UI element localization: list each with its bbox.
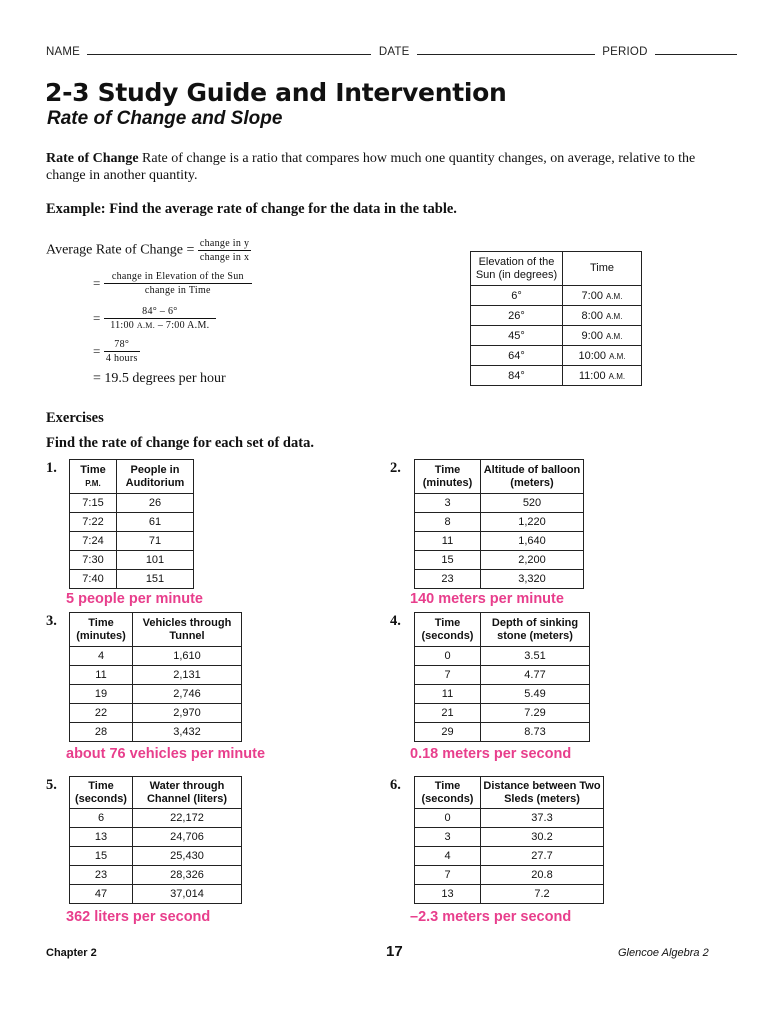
header-line (46, 46, 726, 58)
table-cell: 2,746 (133, 685, 242, 704)
table-row (70, 647, 242, 666)
table-row (70, 704, 242, 723)
table-cell: 71 (117, 532, 194, 551)
table-cell: 10:00 A.M. (563, 346, 642, 366)
table-row (471, 366, 642, 386)
table-row (415, 513, 584, 532)
exercise-answer: –2.3 meters per second (410, 909, 572, 925)
table-cell: 520 (481, 494, 584, 513)
table-cell: 3 (415, 494, 481, 513)
table-row (471, 286, 642, 306)
table-header: Vehicles through Tunnel (133, 613, 242, 647)
fraction-numerator: 84° – 6° (104, 306, 216, 319)
table-cell: 0 (415, 647, 481, 666)
table-cell: 7 (415, 866, 481, 885)
fraction-elevation-time (104, 271, 252, 296)
table-row (70, 866, 242, 885)
example-heading: Example: Find the average rate of change for the data in the table. (46, 201, 457, 217)
table-cell: 4 (415, 847, 481, 866)
work-line-2: = $\frac{\text{change in Elevation of the Sun}}{\text{change in Time}}$ (93, 271, 252, 296)
table-row (70, 666, 242, 685)
exercise-number: 6. (390, 777, 401, 793)
page-title: 2-3 Study Guide and Intervention (45, 78, 507, 107)
table-cell: 30.2 (481, 828, 604, 847)
exercise-number: 2. (390, 460, 401, 476)
exercise-number: 5. (46, 777, 57, 793)
period-label: PERIOD (602, 46, 648, 58)
table-cell: 7:00 A.M. (563, 286, 642, 306)
table-row (415, 647, 590, 666)
table-row (70, 828, 242, 847)
work-line-4: = $\frac{78^\circ}{\text{4 hours}}$ (93, 339, 138, 364)
date-blank[interactable] (417, 54, 595, 55)
table-cell: 28,326 (133, 866, 242, 885)
table-row (415, 885, 604, 904)
table-cell: 3,432 (133, 723, 242, 742)
exercise-table (414, 612, 590, 742)
table-header: Distance between Two Sleds (meters) (481, 777, 604, 809)
table-cell: 5.49 (481, 685, 590, 704)
table-cell: 15 (415, 551, 481, 570)
table-cell: 101 (117, 551, 194, 570)
exercise-table (69, 612, 242, 742)
table-cell: 7.2 (481, 885, 604, 904)
table-cell: 6 (70, 809, 133, 828)
table-cell: 1,220 (481, 513, 584, 532)
table-row (471, 326, 642, 346)
period-blank[interactable] (655, 54, 737, 55)
table-cell: 15 (70, 847, 133, 866)
table-cell: 3 (415, 828, 481, 847)
table-cell: 7:15 (70, 494, 117, 513)
table-cell: 4.77 (481, 666, 590, 685)
table-cell: 20.8 (481, 866, 604, 885)
table-cell: 47 (70, 885, 133, 904)
exercises-heading: Exercises (46, 410, 104, 426)
exercise-number: 4. (390, 613, 401, 629)
date-label: DATE (378, 46, 410, 58)
table-row (415, 723, 590, 742)
fraction-denominator: change in Time (144, 285, 211, 296)
exercise-answer: 362 liters per second (66, 909, 211, 925)
table-row (70, 570, 194, 589)
table-row (415, 570, 584, 589)
table-row (415, 532, 584, 551)
page-subtitle: Rate of Change and Slope (47, 108, 283, 129)
table-header: Time (minutes) (70, 613, 133, 647)
table-cell: 27.7 (481, 847, 604, 866)
table-cell: 13 (70, 828, 133, 847)
table-header: Time (seconds) (70, 777, 133, 809)
table-cell: 11 (415, 685, 481, 704)
table-header: Time (seconds) (415, 613, 481, 647)
fraction-values (104, 306, 216, 331)
table-cell: 37.3 (481, 809, 604, 828)
table-cell: 25,430 (133, 847, 242, 866)
work-line-3: = $\frac{84^\circ - 6^\circ}{11:00 A.M. - 7:00 A.M.}$ (93, 306, 216, 331)
exercise-table (69, 776, 242, 904)
table-cell: 61 (117, 513, 194, 532)
table-header: Time (minutes) (415, 460, 481, 494)
table-row (70, 809, 242, 828)
exercise-answer: 5 people per minute (66, 591, 203, 607)
table-row (70, 494, 194, 513)
table-row (415, 494, 584, 513)
table-row (415, 666, 590, 685)
fraction-change-y-x (198, 238, 251, 263)
table-row (415, 685, 590, 704)
table-row (415, 704, 590, 723)
table-row (70, 723, 242, 742)
table-header: Elevation of the Sun (in degrees) (471, 252, 563, 286)
table-cell: 7:22 (70, 513, 117, 532)
table-header: Water through Channel (liters) (133, 777, 242, 809)
table-row (415, 847, 604, 866)
exercise-answer: about 76 vehicles per minute (66, 746, 266, 762)
table-cell: 24,706 (133, 828, 242, 847)
table-row (471, 346, 642, 366)
table-row (471, 306, 642, 326)
table-cell: 7.29 (481, 704, 590, 723)
table-cell: 11 (70, 666, 133, 685)
fraction-numerator: 78° (104, 339, 140, 352)
table-row (70, 551, 194, 570)
table-cell: 7:24 (70, 532, 117, 551)
table-row (70, 885, 242, 904)
table-row (415, 866, 604, 885)
fraction-numerator: change in Elevation of the Sun (104, 271, 252, 284)
table-cell: 23 (415, 570, 481, 589)
table-cell: 3.51 (481, 647, 590, 666)
table-cell: 0 (415, 809, 481, 828)
exercises-instruction: Find the rate of change for each set of data. (46, 435, 314, 451)
table-cell: 45° (471, 326, 563, 346)
table-row (415, 828, 604, 847)
work-result: = 19.5 degrees per hour (93, 371, 226, 386)
table-cell: 11 (415, 532, 481, 551)
table-cell: 26 (117, 494, 194, 513)
table-row (415, 551, 584, 570)
table-cell: 13 (415, 885, 481, 904)
table-cell: 1,640 (481, 532, 584, 551)
exercise-table (414, 459, 584, 589)
fraction-simplified (104, 339, 140, 364)
exercise-table (414, 776, 604, 904)
table-cell: 2,131 (133, 666, 242, 685)
work-lhs: Average Rate of Change = (46, 242, 195, 258)
definition (46, 150, 716, 184)
table-cell: 2,970 (133, 704, 242, 723)
table-row (70, 685, 242, 704)
table-cell: 23 (70, 866, 133, 885)
table-cell: 8:00 A.M. (563, 306, 642, 326)
table-cell: 29 (415, 723, 481, 742)
table-cell: 22 (70, 704, 133, 723)
table-header: Time (seconds) (415, 777, 481, 809)
name-label: NAME (46, 46, 81, 58)
footer-chapter: Chapter 2 (46, 947, 97, 959)
table-cell: 8 (415, 513, 481, 532)
table-row (70, 847, 242, 866)
table-cell: 84° (471, 366, 563, 386)
example-table (470, 251, 642, 386)
definition-term: Rate of Change (46, 151, 139, 166)
footer-page-number: 17 (386, 943, 403, 960)
table-cell: 28 (70, 723, 133, 742)
table-cell: 21 (415, 704, 481, 723)
table-header: Time (563, 252, 642, 286)
table-cell: 7:30 (70, 551, 117, 570)
exercise-number: 3. (46, 613, 57, 629)
fraction-denominator: change in x (199, 252, 250, 263)
fraction-numerator: change in y (199, 238, 250, 249)
table-cell: 26° (471, 306, 563, 326)
table-header: People in Auditorium (117, 460, 194, 494)
table-cell: 151 (117, 570, 194, 589)
fraction-denominator: 4 hours (105, 353, 138, 364)
exercise-table (69, 459, 194, 589)
table-row (70, 532, 194, 551)
table-cell: 22,172 (133, 809, 242, 828)
definition-text: Rate of change is a ratio that compares how much one quantity changes, on average, relative to the change in another quantity. (46, 151, 696, 183)
table-cell: 3,320 (481, 570, 584, 589)
work-line-1 (46, 238, 251, 263)
exercise-answer: 0.18 meters per second (410, 746, 572, 762)
table-header: Depth of sinking stone (meters) (481, 613, 590, 647)
table-cell: 7:40 (70, 570, 117, 589)
table-cell: 1,610 (133, 647, 242, 666)
table-header: Time P.M. (70, 460, 117, 494)
table-cell: 11:00 A.M. (563, 366, 642, 386)
table-row (70, 513, 194, 532)
table-cell: 2,200 (481, 551, 584, 570)
table-cell: 6° (471, 286, 563, 306)
table-row (415, 809, 604, 828)
table-header: Altitude of balloon (meters) (481, 460, 584, 494)
table-cell: 64° (471, 346, 563, 366)
table-cell: 9:00 A.M. (563, 326, 642, 346)
table-cell: 7 (415, 666, 481, 685)
table-cell: 8.73 (481, 723, 590, 742)
table-cell: 4 (70, 647, 133, 666)
name-blank[interactable] (87, 54, 371, 55)
fraction-denominator: 11:00 A.M. – 7:00 A.M. (110, 320, 210, 331)
table-cell: 37,014 (133, 885, 242, 904)
footer-book: Glencoe Algebra 2 (618, 947, 709, 959)
exercise-number: 1. (46, 460, 57, 476)
exercise-answer: 140 meters per minute (410, 591, 564, 607)
table-cell: 19 (70, 685, 133, 704)
